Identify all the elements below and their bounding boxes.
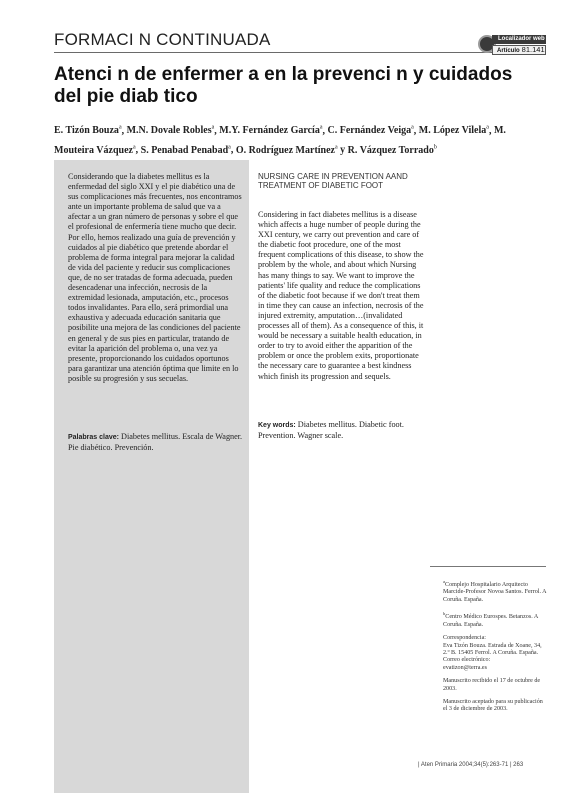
page-footer: | Aten Primaria 2004;34(5):263-71 | 263 <box>418 762 524 768</box>
abstract-english: Considering in fact diabetes mellitus is a disease which affects a huge number of people during the XXI century, we carry out prevention and care of the diabetic foot procedure, one of the most frequent complications of this disease, to show the problem by the whole, and about which Nursing has many things to say. We want to improve the patients' life quality and reduce the complications of the diabetic foot because if we don't treat them in time they can cause an infection, necrosis of the injured extremity, amputation…(invalidated processes all of them). As a consequence of this, it would be necessary a suitable health education, in order to try to avoid either the apparition of the problem or once the problem exits, proportionate the necessary care to guarantee a best kindness which finish its progression and sequels. <box>258 210 424 381</box>
author-affiliation-mark: a <box>228 144 231 151</box>
locator-article-box <box>492 45 546 55</box>
affiliation-b: $^b$Centro Médico Eurospes. Betanzos. A Coruña. España. <box>443 611 538 628</box>
locator-article-number: 81.141 <box>521 45 545 54</box>
author: O. Rodríguez Martínez$^a$ <box>235 144 338 156</box>
author-list: E. Tizón Bouza$^a$, M.N. Dovale Robles$^a$, M.Y. Fernández García$^a$, C. Fernández Veiga$^a$, M. López Vilela$^a$, M. Mouteira Vázquez$^a$, S. Penabad Penabad$^a$, O. Rodríguez Martínez$^a$ y R. Vázquez Torrado$^b$ <box>54 125 506 156</box>
author-affiliation-mark: a <box>132 144 136 151</box>
author-affiliation-mark: a <box>486 125 489 131</box>
email-link[interactable]: evatizon@terra.es <box>443 664 488 671</box>
article-title: Atenci n de enfermer a en la prevenci n y cuidados del pie diab tico <box>54 64 513 107</box>
author: M. Mouteira Vázquez$^a$ <box>54 125 506 156</box>
author: M. López Vilela$^a$ <box>418 125 489 137</box>
affiliation-rule <box>430 566 546 567</box>
author: M.N. Dovale Robles$^a$ <box>126 125 215 137</box>
author-affiliation-mark: b <box>433 144 437 151</box>
keywords-label: Palabras clave: <box>68 434 119 441</box>
keywords-english <box>258 420 428 441</box>
author-affiliation-mark: a <box>319 125 323 131</box>
section-heading: FORMACI N CONTINUADA <box>54 30 271 49</box>
keywords-text: Diabetes mellitus. Escala de Wagner. Pie diabético. Prevención. <box>68 432 243 453</box>
accepted-date: Manuscrito aceptado para su publicación el 3 de diciembre de 2003. <box>443 698 543 713</box>
author: C. Fernández Veiga$^a$ <box>327 125 414 137</box>
received-date: Manuscrito recibido el 17 de octubre de 2003. <box>443 678 541 692</box>
header-rule <box>54 52 542 53</box>
affiliations-block <box>443 578 548 720</box>
keywords-spanish <box>68 432 244 453</box>
abstract-spanish: Considerando que la diabetes mellitus es la enfermedad del siglo XXI y el pie diabético una de sus complicaciones más frecuentes, nos encontramos ante un importante problema de salud que va a afectar a un gran número de personas y sobre el que el profesional de enfermería tiene mucho que decir. Por ello, hemos realizado una guía de prevención y cuidados al pie diabético que pretende abordar el problema de forma integral para mejorar la calidad de vida del paciente y reducir sus complicaciones que, de no ser tratadas de forma adecuada, pueden desencadenar una infección, necrosis de la extremidad lesionada, amputación, etc., procesos todos invalidantes. Para ello, será primordial una exhaustiva y adecuada educación sanitaria que posibilite una mejora de las condiciones del paciente en general y de sus pies en particular, tratando de evitar la aparición del problema o, una vez ya presente, proporcionando los cuidados oportunos para garantizar una atención óptima que limite en lo posible su progresión y sus secuelas. <box>68 172 242 383</box>
author: S. Penabad Penabad$^a$ <box>140 144 231 156</box>
affiliation-a: $^a$Complejo Hospitalario Arquitecto Marcide-Profesor Novoa Santos. Ferrol. A Coruña. España. <box>443 579 547 603</box>
author: E. Tizón Bouza$^a$ <box>54 125 122 137</box>
author: M.Y. Fernández García$^a$ <box>219 125 323 137</box>
author-affiliation-mark: a <box>211 125 215 131</box>
correspondence: Correspondencia: Eva Tizón Bouza. Estrada de Xoane, 34, 2.º B. 15405 Ferrol. A Coruña. España. Correo electrónico: evatizon@terra.es <box>443 635 542 671</box>
locator-article-label: Artículo <box>497 48 520 54</box>
locator-label: Localizador web <box>492 35 546 44</box>
keywords-label-en: Key words: <box>258 422 296 429</box>
author-affiliation-mark: a <box>118 125 122 131</box>
english-title: NURSING CARE IN PREVENTION AAND TREATMENT OF DIABETIC FOOT <box>258 172 408 190</box>
web-locator-badge[interactable] <box>478 33 546 57</box>
author-affiliation-mark: a <box>334 144 338 151</box>
author-affiliation-mark: a <box>411 125 414 131</box>
keywords-text-en: Diabetes mellitus. Diabetic foot. Prevention. Wagner scale. <box>258 420 404 441</box>
author: R. Vázquez Torrado$^b$ <box>347 144 437 156</box>
